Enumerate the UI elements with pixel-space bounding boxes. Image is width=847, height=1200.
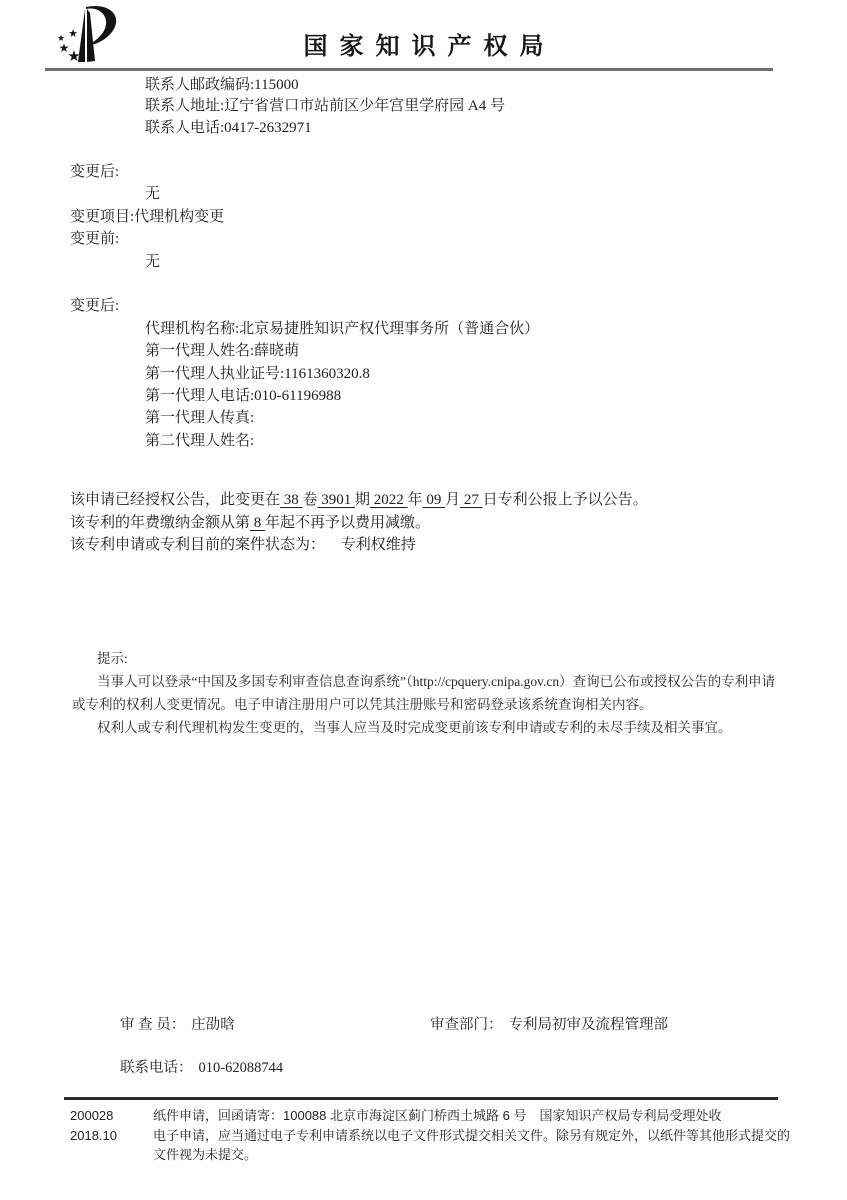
- announcement-block: [70, 489, 648, 557]
- notice-block: [72, 647, 778, 739]
- review-phone-label: 联系电话：: [120, 1060, 193, 1076]
- change-after-value: 无: [145, 186, 161, 203]
- gazette-publication-line: [70, 489, 648, 512]
- change-item-line: 变更项目:代理机构变更: [70, 208, 225, 225]
- department-name: 专利局初审及流程管理部: [508, 1017, 668, 1033]
- star-icon: ★: [56, 33, 66, 43]
- star-icon: ★: [67, 49, 81, 65]
- review-phone-line: [120, 1056, 283, 1077]
- star-icon: ★: [58, 41, 70, 55]
- change-before-label: 变更前:: [70, 231, 120, 248]
- annuity-fee-line: [70, 512, 648, 535]
- examiner-name: 庄劭晗: [191, 1017, 235, 1033]
- underlined-value: 38: [280, 492, 303, 508]
- text-segment: 期: [355, 492, 371, 508]
- form-date: 2018.10: [70, 1127, 117, 1143]
- change-after-label-2: 变更后:: [70, 298, 120, 315]
- star-icon: ★: [68, 28, 78, 40]
- case-state-label: 该专利申请或专利目前的案件状态为：: [70, 537, 326, 554]
- header-divider: [45, 68, 773, 71]
- change-before-value: 无: [145, 253, 161, 270]
- form-code: 200028: [70, 1108, 114, 1123]
- agent-detail-line: 第一代理人执业证号:1161360320.8: [145, 365, 370, 382]
- department-label: 审查部门：: [430, 1017, 503, 1033]
- text-segment: 日专利公报上予以公告。: [482, 492, 648, 508]
- case-state-line: [70, 534, 648, 557]
- agent-detail-list: [70, 318, 539, 452]
- notice-paragraph-2: 权利人或专利代理机构发生变更的，当事人应当及时完成变更前该专利申请或专利的未尽手续及相关事宜。: [97, 720, 732, 735]
- contact-block: [145, 75, 505, 139]
- text-segment: 年起不再予以费用减缴。: [265, 514, 431, 531]
- agent-detail-line: 第一代理人传真:: [145, 410, 255, 427]
- contact-postal-line: 联系人邮政编码:115000: [145, 77, 299, 93]
- agent-detail-line: 第二代理人姓名:: [145, 432, 255, 449]
- agent-detail-line: 代理机构名称:北京易捷胜知识产权代理事务所（普通合伙）: [145, 320, 540, 337]
- text-segment: 该申请已经授权公告，此变更在: [70, 492, 281, 508]
- review-phone-number: 010-62088744: [198, 1060, 284, 1076]
- underlined-value: 8: [250, 514, 266, 531]
- agent-detail-line: 第一代理人姓名:薛晓萌: [145, 343, 300, 360]
- department-line: [430, 1013, 668, 1034]
- page-title: 国家知识产权局: [303, 33, 556, 60]
- underlined-value: 3901: [317, 492, 356, 508]
- notice-paragraph-1: 当事人可以登录“中国及多国专利审查信息查询系统”（http://cpquery.cnipa.gov.cn）查询已公布或授权公告的专利申请或专利的权利人变更情况。电子申请注册用户可以凭其注册账号和密码登录该系统查询相关内容。: [72, 674, 776, 712]
- blank-line: [70, 273, 539, 295]
- text-segment: 年: [407, 492, 423, 508]
- footer-divider: [64, 1097, 778, 1100]
- underlined-value: 2022: [370, 492, 408, 508]
- case-state-value: 专利权维持: [340, 537, 416, 554]
- text-segment: 月: [445, 492, 461, 508]
- change-after-label: 变更后:: [70, 164, 120, 180]
- notice-title: 提示:: [97, 651, 128, 666]
- underlined-value: 09: [422, 492, 446, 508]
- underlined-value: 27: [460, 492, 483, 508]
- footer-instruction-line: 电子申请，应当通过电子专利申请系统以电子文件形式提交相关文件。除另有规定外，以纸件等其他形式提交的: [153, 1127, 791, 1143]
- text-segment: 卷: [302, 492, 318, 508]
- contact-phone-line: 联系人电话:0417-2632971: [145, 119, 312, 136]
- change-section: [70, 161, 539, 452]
- footer-instructions: [153, 1106, 793, 1165]
- contact-address-line: 联系人地址:辽宁省营口市站前区少年宫里学府园 A4 号: [145, 98, 506, 115]
- examiner-line: [120, 1013, 235, 1034]
- footer-instruction-line: 纸件申请，回函请寄：100088 北京市海淀区蓟门桥西土城路 6 号 国家知识产权局专利局受理处收: [153, 1108, 722, 1123]
- footer-instruction-line: 文件视为未提交。: [153, 1147, 258, 1162]
- agent-detail-line: 第一代理人电话:010-61196988: [145, 388, 342, 405]
- text-segment: 该专利的年费缴纳金额从第: [70, 514, 251, 531]
- examiner-label: 审 查 员：: [120, 1017, 186, 1033]
- form-id-block: [70, 1106, 117, 1145]
